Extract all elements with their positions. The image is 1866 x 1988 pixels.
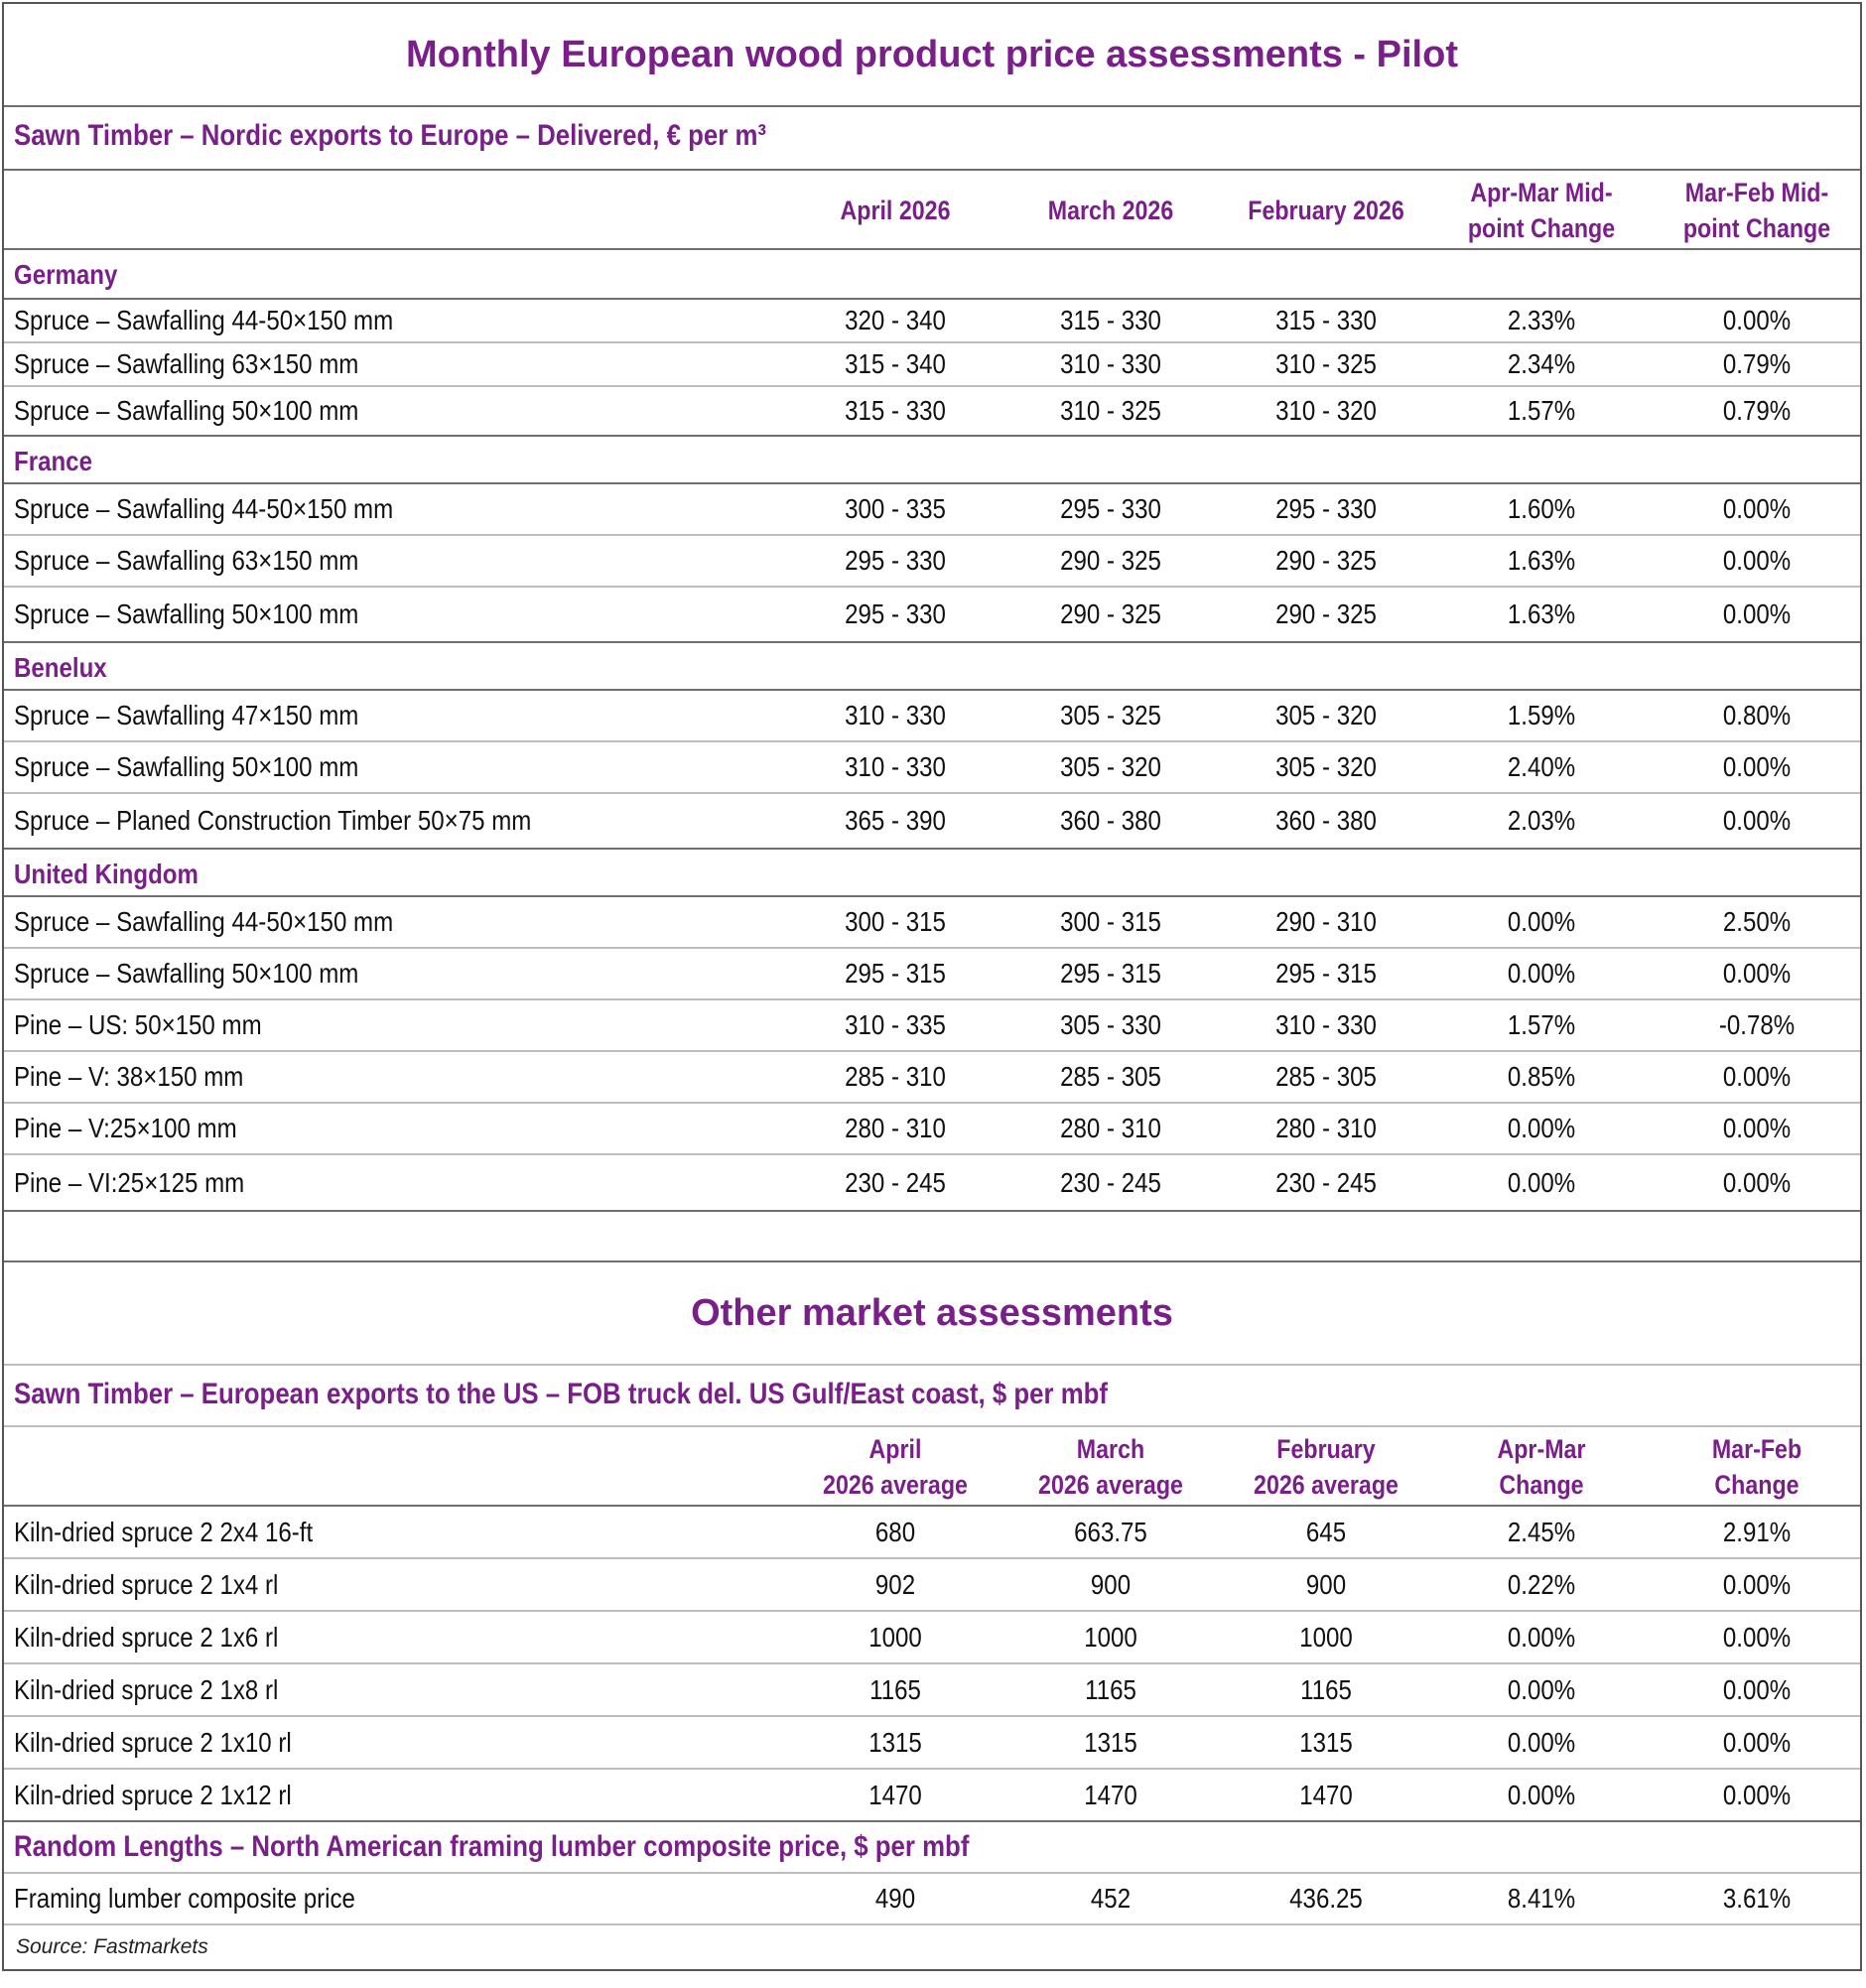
march-value: 900 <box>1090 1569 1132 1600</box>
february-value: 295 - 330 <box>1275 493 1377 524</box>
region-label: Germany <box>14 259 118 290</box>
march-value: 300 - 315 <box>1060 906 1161 937</box>
title-band <box>4 4 1860 107</box>
march-value: 305 - 325 <box>1060 700 1161 730</box>
apr-mar-change-value: 0.00% <box>1507 1113 1576 1143</box>
table-row <box>4 1664 1860 1717</box>
product-label: Spruce – Sawfalling 63×150 mm <box>14 348 359 379</box>
nordic-heading-band <box>4 107 1860 171</box>
table-row <box>4 588 1860 643</box>
april-value: 285 - 310 <box>845 1061 946 1092</box>
mar-feb-change-value: 0.00% <box>1722 545 1792 576</box>
us-column-header-april: April 2026 average <box>823 1434 968 1500</box>
april-value: 902 <box>874 1569 916 1600</box>
apr-mar-change-value: 0.22% <box>1507 1569 1576 1600</box>
mar-feb-change-value: -0.78% <box>1718 1009 1796 1040</box>
region-label: France <box>14 446 92 476</box>
product-label: Framing lumber composite price <box>14 1883 355 1914</box>
table-row <box>4 1000 1860 1052</box>
april-value: 310 - 330 <box>845 751 946 782</box>
april-value: 365 - 390 <box>845 805 946 836</box>
april-value: 315 - 340 <box>845 348 946 379</box>
table-row <box>4 387 1860 437</box>
us-column-header-row <box>4 1427 1860 1507</box>
mar-feb-change-value: 3.61% <box>1722 1883 1792 1914</box>
product-label: Kiln-dried spruce 2 1x12 rl <box>14 1780 292 1810</box>
table-row <box>4 484 1860 536</box>
march-value: 1000 <box>1084 1622 1137 1653</box>
april-value: 315 - 330 <box>845 395 946 426</box>
mar-feb-change-value: 0.00% <box>1722 805 1792 836</box>
march-value: 360 - 380 <box>1060 805 1161 836</box>
february-value: 305 - 320 <box>1275 751 1377 782</box>
column-header-april-2026: April 2026 <box>840 196 951 225</box>
mar-feb-change-value: 0.00% <box>1722 1061 1792 1092</box>
mar-feb-change-value: 0.00% <box>1722 958 1792 989</box>
mar-feb-change-value: 0.00% <box>1722 1780 1792 1810</box>
february-value: 290 - 310 <box>1275 906 1377 937</box>
april-value: 1000 <box>868 1622 922 1653</box>
apr-mar-change-value: 1.63% <box>1507 545 1576 576</box>
other-title-band <box>4 1262 1860 1366</box>
march-value: 285 - 305 <box>1060 1061 1161 1092</box>
product-label: Spruce – Sawfalling 50×100 mm <box>14 751 359 782</box>
february-value: 1165 <box>1300 1674 1352 1705</box>
column-header-apr-mar-change: Apr-Mar Mid-point Change <box>1467 178 1616 243</box>
february-value: 295 - 315 <box>1275 958 1377 989</box>
march-value: 663.75 <box>1074 1517 1147 1547</box>
table-row <box>4 691 1860 742</box>
february-value: 1315 <box>1299 1727 1353 1758</box>
april-value: 230 - 245 <box>845 1167 946 1198</box>
april-value: 295 - 315 <box>845 958 946 989</box>
region-label: Benelux <box>14 652 107 683</box>
other-assessments-title: Other market assessments <box>691 1292 1173 1334</box>
mar-feb-change-value: 0.00% <box>1722 305 1792 335</box>
april-value: 1315 <box>868 1727 922 1758</box>
february-value: 310 - 325 <box>1275 348 1377 379</box>
mar-feb-change-value: 0.79% <box>1722 348 1792 379</box>
april-value: 295 - 330 <box>845 598 946 629</box>
apr-mar-change-value: 0.00% <box>1507 1727 1576 1758</box>
march-value: 1315 <box>1084 1727 1137 1758</box>
region-row <box>4 643 1860 691</box>
column-header-february-2026: February 2026 <box>1248 196 1404 225</box>
apr-mar-change-value: 0.00% <box>1507 958 1576 989</box>
february-value: 290 - 325 <box>1275 545 1377 576</box>
mar-feb-change-value: 0.79% <box>1722 395 1792 426</box>
april-value: 490 <box>874 1883 916 1914</box>
february-value: 230 - 245 <box>1275 1167 1377 1198</box>
february-value: 315 - 330 <box>1275 305 1377 335</box>
table-row <box>4 1507 1860 1559</box>
table-row <box>4 794 1860 850</box>
april-value: 295 - 330 <box>845 545 946 576</box>
product-label: Spruce – Sawfalling 44-50×150 mm <box>14 906 394 937</box>
march-value: 290 - 325 <box>1060 598 1161 629</box>
march-value: 310 - 325 <box>1060 395 1161 426</box>
table-row <box>4 1559 1860 1612</box>
table-row <box>4 949 1860 1000</box>
price-assessment-sheet <box>2 2 1862 1971</box>
table-row <box>4 897 1860 949</box>
apr-mar-change-value: 0.85% <box>1507 1061 1576 1092</box>
february-value: 1470 <box>1299 1780 1353 1810</box>
product-label: Pine – US: 50×150 mm <box>14 1009 262 1040</box>
february-value: 290 - 325 <box>1275 598 1377 629</box>
table-row <box>4 1155 1860 1212</box>
table-row <box>4 1052 1860 1104</box>
february-value: 280 - 310 <box>1275 1113 1377 1143</box>
product-label: Spruce – Sawfalling 63×150 mm <box>14 545 359 576</box>
apr-mar-change-value: 0.00% <box>1507 1780 1576 1810</box>
march-value: 280 - 310 <box>1060 1113 1161 1143</box>
table-row <box>4 1717 1860 1770</box>
february-value: 310 - 320 <box>1275 395 1377 426</box>
product-label: Spruce – Planed Construction Timber 50×75 mm <box>14 805 532 836</box>
february-value: 285 - 305 <box>1275 1061 1377 1092</box>
table-row <box>4 300 1860 343</box>
mar-feb-change-value: 0.00% <box>1722 1727 1792 1758</box>
mar-feb-change-value: 0.00% <box>1722 1674 1792 1705</box>
april-value: 300 - 315 <box>845 906 946 937</box>
product-label: Kiln-dried spruce 2 2x4 16-ft <box>14 1517 314 1547</box>
mar-feb-change-value: 0.00% <box>1722 1113 1792 1143</box>
apr-mar-change-value: 1.63% <box>1507 598 1576 629</box>
april-value: 1470 <box>868 1780 922 1810</box>
march-value: 1470 <box>1084 1780 1137 1810</box>
nordic-column-header-row <box>4 171 1860 250</box>
product-label: Kiln-dried spruce 2 1x10 rl <box>14 1727 292 1758</box>
random-lengths-heading-band <box>4 1822 1860 1874</box>
march-value: 310 - 330 <box>1060 348 1161 379</box>
us-exports-heading-band <box>4 1366 1860 1427</box>
march-value: 305 - 320 <box>1060 751 1161 782</box>
table-row <box>4 1612 1860 1664</box>
april-value: 300 - 335 <box>845 493 946 524</box>
us-column-header-apr-mar-change: Apr-Mar Change <box>1497 1434 1586 1500</box>
march-value: 230 - 245 <box>1060 1167 1161 1198</box>
product-label: Kiln-dried spruce 2 1x4 rl <box>14 1569 279 1600</box>
apr-mar-change-value: 1.60% <box>1507 493 1576 524</box>
apr-mar-change-value: 2.40% <box>1507 751 1576 782</box>
apr-mar-change-value: 0.00% <box>1507 1622 1576 1653</box>
region-row <box>4 850 1860 897</box>
march-value: 452 <box>1090 1883 1132 1914</box>
product-label: Kiln-dried spruce 2 1x6 rl <box>14 1622 279 1653</box>
march-value: 1165 <box>1085 1674 1136 1705</box>
product-label: Spruce – Sawfalling 50×100 mm <box>14 395 359 426</box>
february-value: 1000 <box>1299 1622 1353 1653</box>
march-value: 295 - 330 <box>1060 493 1161 524</box>
table-row <box>4 742 1860 794</box>
mar-feb-change-value: 0.00% <box>1722 1569 1792 1600</box>
page-title: Monthly European wood product price assessments - Pilot <box>406 34 1458 75</box>
table-row <box>4 1770 1860 1822</box>
spacer-band <box>4 1212 1860 1262</box>
april-value: 1165 <box>869 1674 921 1705</box>
apr-mar-change-value: 2.45% <box>1507 1517 1576 1547</box>
march-value: 290 - 325 <box>1060 545 1161 576</box>
source-note: Source: Fastmarkets <box>16 1935 208 1958</box>
apr-mar-change-value: 1.57% <box>1507 395 1576 426</box>
apr-mar-change-value: 0.00% <box>1507 1167 1576 1198</box>
table-row <box>4 1874 1860 1925</box>
product-label: Pine – V:25×100 mm <box>14 1113 237 1143</box>
table-row <box>4 1104 1860 1155</box>
apr-mar-change-value: 2.33% <box>1507 305 1576 335</box>
region-row <box>4 250 1860 300</box>
product-label: Spruce – Sawfalling 47×150 mm <box>14 700 359 730</box>
february-value: 645 <box>1305 1517 1347 1547</box>
product-label: Kiln-dried spruce 2 1x8 rl <box>14 1674 279 1705</box>
apr-mar-change-value: 0.00% <box>1507 906 1576 937</box>
mar-feb-change-value: 0.00% <box>1722 751 1792 782</box>
apr-mar-change-value: 1.57% <box>1507 1009 1576 1040</box>
us-column-header-mar-feb-change: Mar-Feb Change <box>1711 1434 1802 1500</box>
mar-feb-change-value: 2.50% <box>1722 906 1792 937</box>
mar-feb-change-value: 0.00% <box>1722 598 1792 629</box>
apr-mar-change-value: 8.41% <box>1507 1883 1576 1914</box>
random-lengths-section-heading: Random Lengths – North American framing lumber composite price, $ per mbf <box>14 1830 970 1863</box>
apr-mar-change-value: 2.03% <box>1507 805 1576 836</box>
february-value: 360 - 380 <box>1275 805 1377 836</box>
march-value: 295 - 315 <box>1060 958 1161 989</box>
mar-feb-change-value: 0.00% <box>1722 1622 1792 1653</box>
column-header-march-2026: March 2026 <box>1047 196 1174 225</box>
april-value: 310 - 330 <box>845 700 946 730</box>
table-row <box>4 343 1860 387</box>
mar-feb-change-value: 0.00% <box>1722 493 1792 524</box>
apr-mar-change-value: 2.34% <box>1507 348 1576 379</box>
mar-feb-change-value: 0.80% <box>1722 700 1792 730</box>
us-column-header-march: March 2026 average <box>1038 1434 1183 1500</box>
us-column-header-february: February 2026 average <box>1254 1434 1399 1500</box>
region-row <box>4 437 1860 484</box>
mar-feb-change-value: 2.91% <box>1722 1517 1792 1547</box>
february-value: 310 - 330 <box>1275 1009 1377 1040</box>
product-label: Pine – V: 38×150 mm <box>14 1061 244 1092</box>
april-value: 320 - 340 <box>845 305 946 335</box>
product-label: Spruce – Sawfalling 50×100 mm <box>14 598 359 629</box>
march-value: 315 - 330 <box>1060 305 1161 335</box>
apr-mar-change-value: 1.59% <box>1507 700 1576 730</box>
product-label: Spruce – Sawfalling 44-50×150 mm <box>14 493 394 524</box>
april-value: 680 <box>874 1517 916 1547</box>
apr-mar-change-value: 0.00% <box>1507 1674 1576 1705</box>
product-label: Spruce – Sawfalling 44-50×150 mm <box>14 305 394 335</box>
us-exports-section-heading: Sawn Timber – European exports to the US – FOB truck del. US Gulf/East coast, $ per mbf <box>14 1378 1109 1410</box>
february-value: 900 <box>1305 1569 1347 1600</box>
product-label: Spruce – Sawfalling 50×100 mm <box>14 958 359 989</box>
region-label: United Kingdom <box>14 859 199 889</box>
february-value: 305 - 320 <box>1275 700 1377 730</box>
column-header-mar-feb-change: Mar-Feb Mid-point Change <box>1682 178 1831 243</box>
nordic-section-heading: Sawn Timber – Nordic exports to Europe – Delivered, € per m³ <box>14 119 766 152</box>
mar-feb-change-value: 0.00% <box>1722 1167 1792 1198</box>
february-value: 436.25 <box>1289 1883 1363 1914</box>
table-row <box>4 536 1860 588</box>
april-value: 310 - 335 <box>845 1009 946 1040</box>
march-value: 305 - 330 <box>1060 1009 1161 1040</box>
product-label: Pine – VI:25×125 mm <box>14 1167 245 1198</box>
april-value: 280 - 310 <box>845 1113 946 1143</box>
